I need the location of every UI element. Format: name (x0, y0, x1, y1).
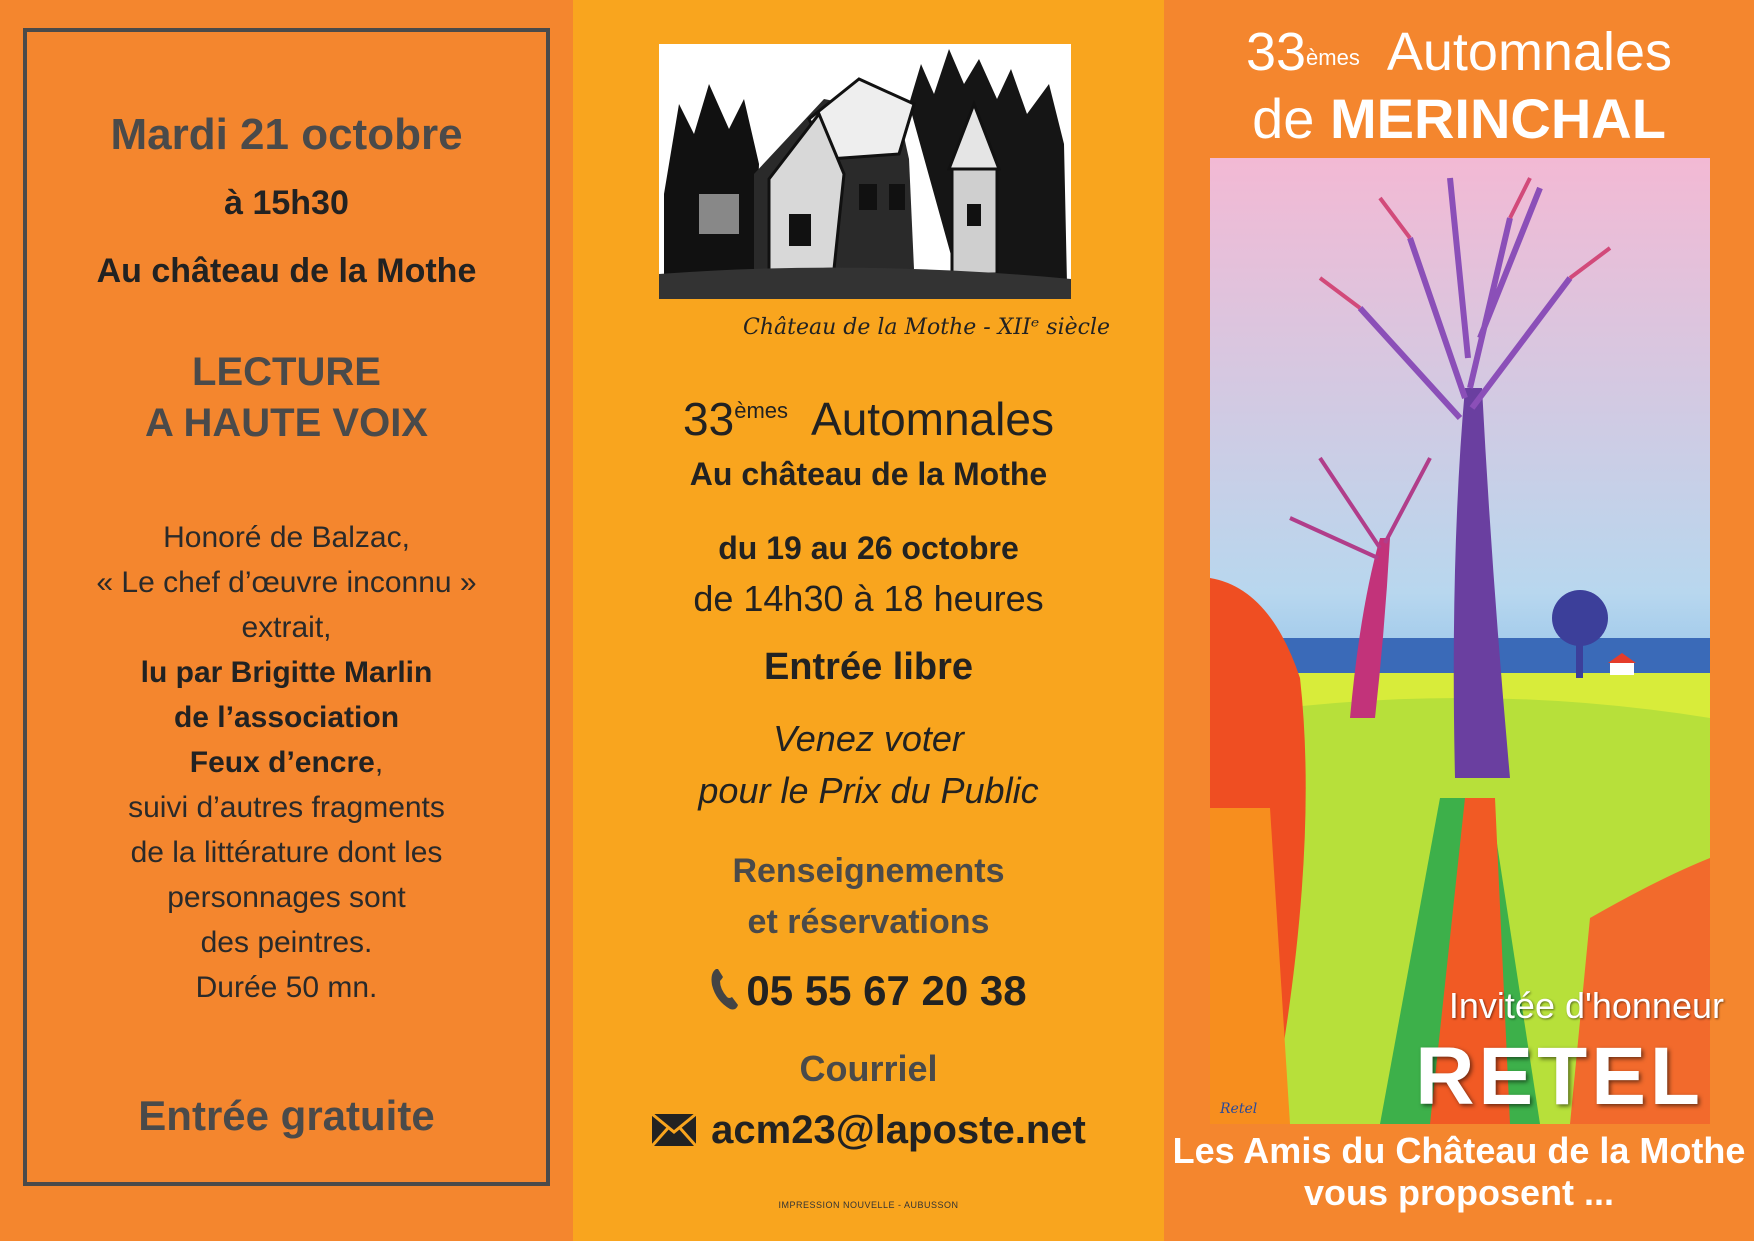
phone-icon (710, 967, 740, 1011)
organizer-text: Les Amis du Château de la Mothe vous proposent ... (1172, 1130, 1746, 1213)
event-date: Mardi 21 octobre (110, 110, 463, 159)
vote-text: Venez voter pour le Prix du Public (698, 718, 1039, 811)
painting-image (1210, 158, 1710, 1124)
desc-line: Durée 50 mn. (195, 971, 378, 1004)
email-address[interactable]: acm23@laposte.net (573, 1108, 1164, 1153)
event-title-line1: LECTURE (192, 350, 381, 394)
middle-title: 33èmes Automnales (683, 393, 1054, 445)
mail-label: Courriel (799, 1048, 938, 1089)
chateau-caption: Château de la Mothe - XIIᵉ siècle (743, 315, 1110, 340)
desc-line-bold: Feux d’encre, (189, 746, 384, 779)
right-panel (1164, 0, 1754, 1241)
exhibition-hours: de 14h30 à 18 heures (693, 578, 1044, 619)
cover-title: 33èmes Automnales (1245, 22, 1673, 82)
printer-credit: IMPRESSION NOUVELLE - AUBUSSON (778, 1200, 959, 1210)
middle-subtitle: Au château de la Mothe (689, 456, 1048, 492)
event-place: Au château de la Mothe (96, 252, 477, 290)
painting-signature: Retel (1220, 1101, 1258, 1117)
exhibition-dates: du 19 au 26 octobre (718, 530, 1019, 566)
guest-name: RETEL (1415, 1031, 1704, 1122)
phone-number[interactable]: 05 55 67 20 38 (573, 967, 1164, 1015)
envelope-icon (651, 1113, 697, 1147)
desc-line: suivi d’autres fragments (128, 791, 445, 824)
event-title (0, 347, 573, 449)
desc-line: Honoré de Balzac, (163, 521, 410, 554)
entry-info: Entrée libre (763, 646, 974, 688)
event-time: à 15h30 (224, 184, 349, 222)
left-panel (0, 0, 573, 1241)
info-heading: Renseignements et réservations (732, 852, 1005, 941)
desc-line: personnages sont (167, 881, 406, 914)
cover-title-place: de MERINCHAL (1252, 87, 1666, 150)
desc-line-bold: de l’association (173, 701, 400, 734)
middle-panel (573, 0, 1164, 1241)
event-description (0, 515, 573, 1010)
desc-line: des peintres. (200, 926, 373, 959)
free-entry: Entrée gratuite (138, 1092, 435, 1139)
desc-line-bold: lu par Brigitte Marlin (140, 656, 433, 689)
chateau-drawing (659, 44, 1071, 299)
event-title-line2: A HAUTE VOIX (145, 401, 428, 445)
desc-line: extrait, (241, 611, 332, 644)
guest-label: Invitée d'honneur (1448, 985, 1724, 1026)
desc-line: de la littérature dont les (130, 836, 443, 869)
desc-line: « Le chef d’œuvre inconnu » (96, 566, 477, 599)
